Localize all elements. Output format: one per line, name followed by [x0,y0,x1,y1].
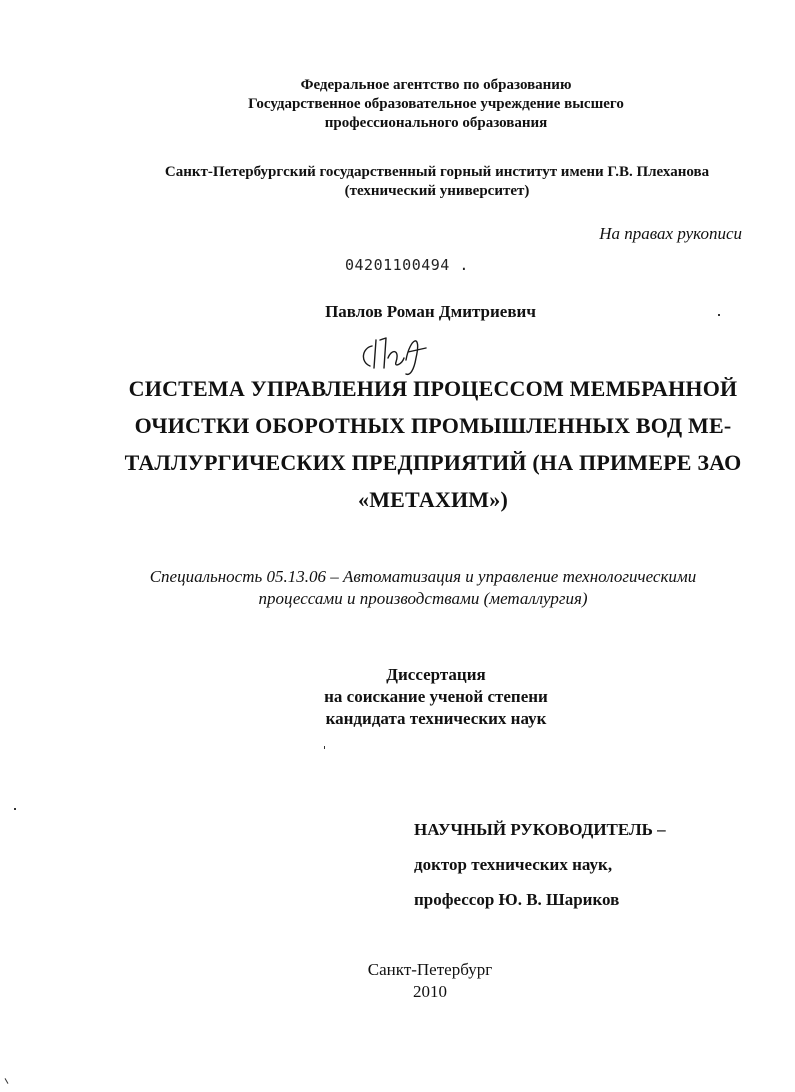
specialty [23,566,795,610]
scan-speck [14,808,16,810]
supervisor-heading: НАУЧНЫЙ РУКОВОДИТЕЛЬ – [414,820,666,839]
institute-header [42,163,795,201]
manuscript-note: На правах рукописи [599,224,742,243]
institute-line-1: Санкт-Петербургский государственный горный институт имени Г.В. Плеханова [164,164,710,180]
title-line-2: ОЧИСТКИ ОБОРОТНЫХ ПРОМЫШЛЕННЫХ ВОД МЕ- [134,413,732,438]
degree-statement [36,664,795,730]
specialty-line-1: Специальность 05.13.06 – Автоматизация и управление технологическими [149,567,697,586]
supervisor-degree: доктор технических наук, [414,855,613,874]
degree-line-1: Диссертация [386,665,486,684]
specialty-line-2: процессами и производствами (металлургия) [258,589,588,608]
title-line-1: СИСТЕМА УПРАВЛЕНИЯ ПРОЦЕССОМ МЕМБРАННОЙ [128,376,738,401]
scan-speck [5,1078,9,1084]
city: Санкт-Петербург [367,960,493,979]
institute-line-2: (технический университет) [344,183,530,199]
supervisor-name: профессор Ю. В. Шариков [414,890,620,909]
catalog-number: 04201100494 . [345,256,469,274]
supervisor-block [414,812,666,917]
dissertation-title [33,370,795,518]
agency-line-1: Федеральное агентство по образованию [300,77,572,93]
degree-line-2: на соискание ученой степени [324,687,548,706]
place-and-year [30,959,795,1003]
degree-line-3: кандидата технических наук [325,709,547,728]
scan-speck [718,314,720,316]
year: 2010 [413,982,447,1001]
title-line-4: «МЕТАХИМ») [358,487,508,512]
scan-speck [324,746,325,749]
agency-line-3: профессионального образования [324,115,548,131]
handwritten-signature [350,318,440,378]
title-line-3: ТАЛЛУРГИЧЕСКИХ ПРЕДПРИЯТИЙ (НА ПРИМЕРЕ ЗАО [124,450,742,475]
agency-header [46,76,795,133]
author-name: Павлов Роман Дмитриевич [325,302,536,321]
agency-line-2: Государственное образовательное учреждение высшего [248,96,624,112]
